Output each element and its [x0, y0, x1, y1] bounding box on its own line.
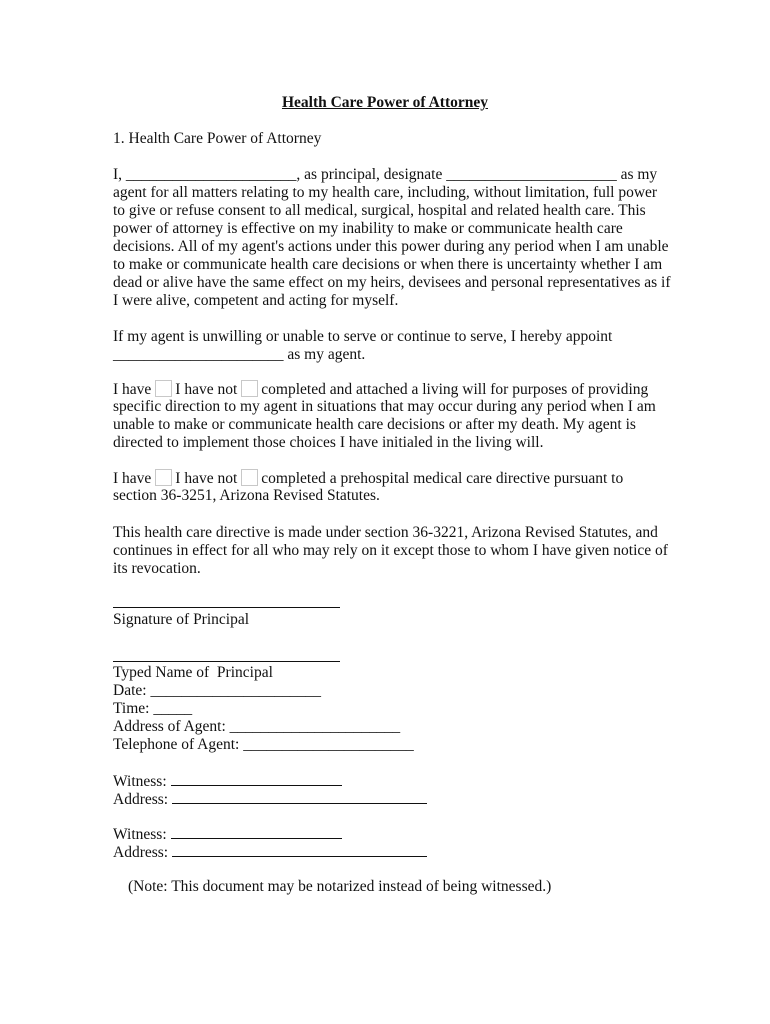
address-label: Address: — [113, 791, 169, 808]
witness-1-line[interactable] — [171, 772, 342, 786]
section-heading: 1. Health Care Power of Attorney — [113, 130, 322, 147]
text-line: directed to implement those choices I have initialed in the living will. — [113, 434, 544, 451]
witness-2-address-line[interactable] — [172, 843, 427, 857]
agent-telephone-field[interactable]: Telephone of Agent: ______________________ — [113, 736, 414, 753]
text-line: to give or refuse consent to all medical, surgical, hospital and related health care. This — [113, 202, 646, 219]
text-line: power of attorney is effective on my inability to make or communicate health care — [113, 220, 623, 237]
text-line — [113, 380, 648, 399]
text-line: section 36-3251, Arizona Revised Statutes. — [113, 487, 380, 504]
date-field[interactable]: Date: ______________________ — [113, 682, 321, 699]
i-have-label: I have — [113, 381, 152, 398]
witness-1-address-field[interactable] — [113, 790, 427, 809]
typed-name-line[interactable] — [113, 661, 340, 662]
text-line: its revocation. — [113, 560, 201, 577]
address-label: Address: — [113, 844, 169, 861]
text-line: specific direction to my agent in situations that may occur during any period when I am — [113, 398, 656, 415]
witness-2-address-field[interactable] — [113, 843, 427, 862]
text-line — [113, 469, 623, 488]
signature-line[interactable] — [113, 607, 340, 608]
text: completed a prehospital medical care directive pursuant to — [261, 470, 624, 487]
living-will-have-checkbox[interactable] — [155, 380, 172, 397]
text-line: I were alive, competent and acting for myself. — [113, 292, 399, 309]
witness-2-line[interactable] — [171, 825, 342, 839]
witness-label: Witness: — [113, 826, 167, 843]
i-have-not-label: I have not — [175, 381, 238, 398]
i-have-not-label: I have not — [175, 470, 238, 487]
text-line: I, ______________________, as principal, designate ______________________ as my — [113, 166, 658, 183]
text-line: unable to make or communicate health care decisions or after my death. My agent is — [113, 416, 636, 433]
text-line: ______________________ as my agent. — [113, 346, 366, 363]
text-line: decisions. All of my agent's actions under this power during any period when I am unable — [113, 238, 669, 255]
agent-address-field[interactable]: Address of Agent: ______________________ — [113, 718, 401, 735]
text-line: dead or alive have the same effect on my heirs, devisees and personal representatives as if — [113, 274, 671, 291]
prehospital-have-checkbox[interactable] — [155, 469, 172, 486]
witness-1-field[interactable] — [113, 772, 342, 791]
document-title: Health Care Power of Attorney — [281, 94, 489, 111]
notarization-note: (Note: This document may be notarized instead of being witnessed.) — [128, 878, 552, 895]
text-line: If my agent is unwilling or unable to serve or continue to serve, I hereby appoint — [113, 328, 613, 345]
prehospital-have-not-checkbox[interactable] — [241, 469, 258, 486]
typed-name-label: Typed Name of Principal — [113, 664, 273, 681]
text-line: continues in effect for all who may rely on it except those to whom I have given notice of — [113, 542, 668, 559]
i-have-label: I have — [113, 470, 152, 487]
time-field[interactable]: Time: _____ — [113, 700, 193, 717]
text-line: agent for all matters relating to my health care, including, without limitation, full power — [113, 184, 658, 201]
text-line: to make or communicate health care decisions or when there is uncertainty whether I am — [113, 256, 663, 273]
witness-2-field[interactable] — [113, 825, 342, 844]
living-will-have-not-checkbox[interactable] — [241, 380, 258, 397]
witness-1-address-line[interactable] — [172, 790, 427, 804]
signature-label: Signature of Principal — [113, 611, 250, 628]
witness-label: Witness: — [113, 773, 167, 790]
text: completed and attached a living will for purposes of providing — [261, 381, 649, 398]
text-line: This health care directive is made under section 36-3221, Arizona Revised Statutes, and — [113, 524, 658, 541]
